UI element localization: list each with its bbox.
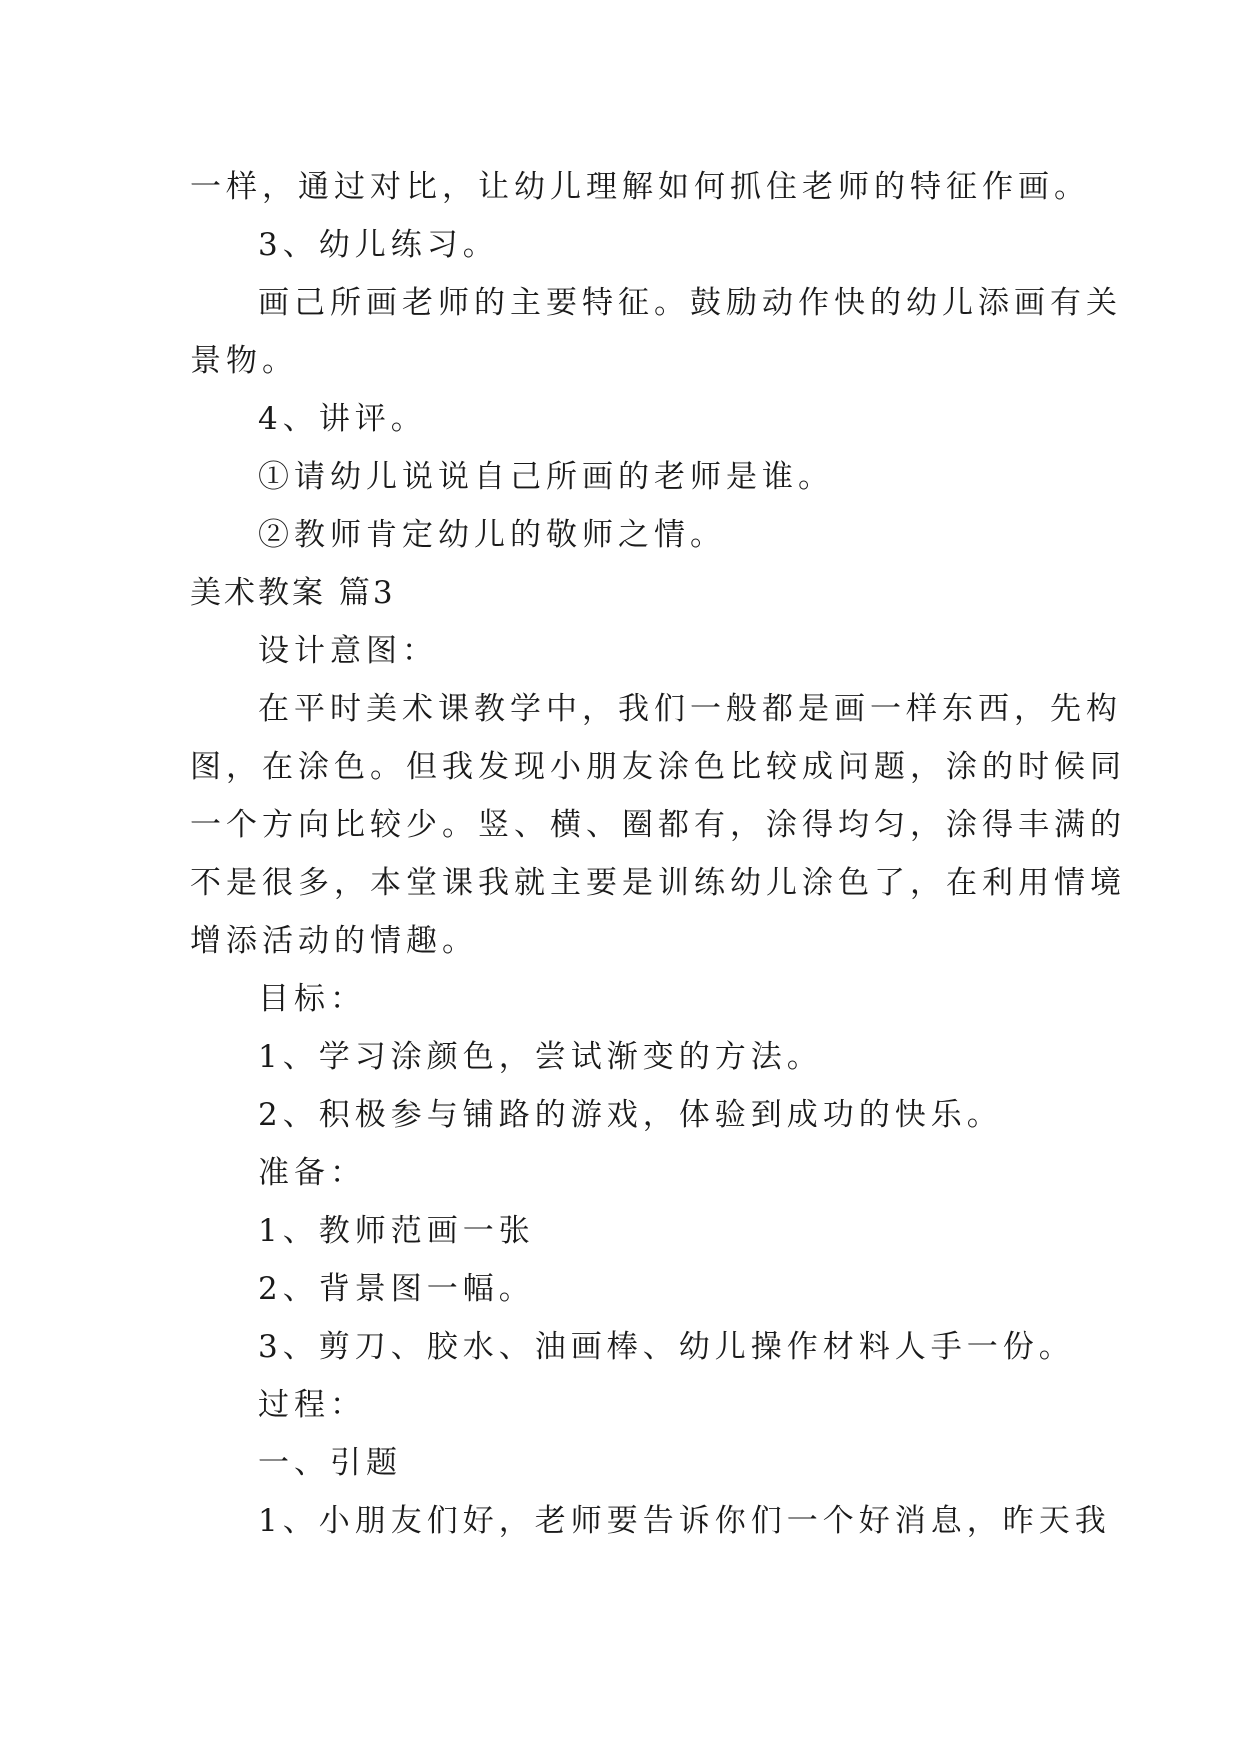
list-item: ②教师肯定幼儿的敬师之情。 [258, 517, 726, 553]
list-item: 2、背景图一幅。 [258, 1271, 535, 1307]
paragraph-line: 图，在涂色。但我发现小朋友涂色比较成问题，涂的时候同 [190, 749, 1126, 785]
list-item: 3、幼儿练习。 [258, 227, 499, 263]
section-heading: 美术教案 篇3 [190, 575, 396, 611]
paragraph-line: 不是很多，本堂课我就主要是训练幼儿涂色了，在利用情境 [190, 865, 1126, 901]
paragraph-line: 景物。 [190, 343, 298, 379]
list-item: 1、教师范画一张 [258, 1213, 535, 1249]
subheading: 过程： [258, 1387, 366, 1423]
list-item: 4、讲评。 [258, 401, 427, 437]
list-item: ①请幼儿说说自己所画的老师是谁。 [258, 459, 834, 495]
subheading: 准备： [258, 1155, 366, 1191]
paragraph-line: 一个方向比较少。竖、横、圈都有，涂得均匀，涂得丰满的 [190, 807, 1126, 843]
list-item: 1、学习涂颜色，尝试渐变的方法。 [258, 1039, 823, 1075]
paragraph-line: 在平时美术课教学中，我们一般都是画一样东西，先构 [258, 691, 1122, 727]
subheading: 设计意图： [258, 633, 438, 669]
list-item: 1、小朋友们好，老师要告诉你们一个好消息，昨天我 [258, 1503, 1111, 1539]
list-item: 2、积极参与铺路的游戏，体验到成功的快乐。 [258, 1097, 1003, 1133]
paragraph-line: 画己所画老师的主要特征。鼓励动作快的幼儿添画有关 [258, 285, 1122, 321]
subheading: 目标： [258, 981, 366, 1017]
paragraph-line: 一样，通过对比，让幼儿理解如何抓住老师的特征作画。 [190, 169, 1090, 205]
paragraph-line: 增添活动的情趣。 [190, 923, 478, 959]
list-item: 一、引题 [258, 1445, 402, 1481]
list-item: 3、剪刀、胶水、油画棒、幼儿操作材料人手一份。 [258, 1329, 1075, 1365]
